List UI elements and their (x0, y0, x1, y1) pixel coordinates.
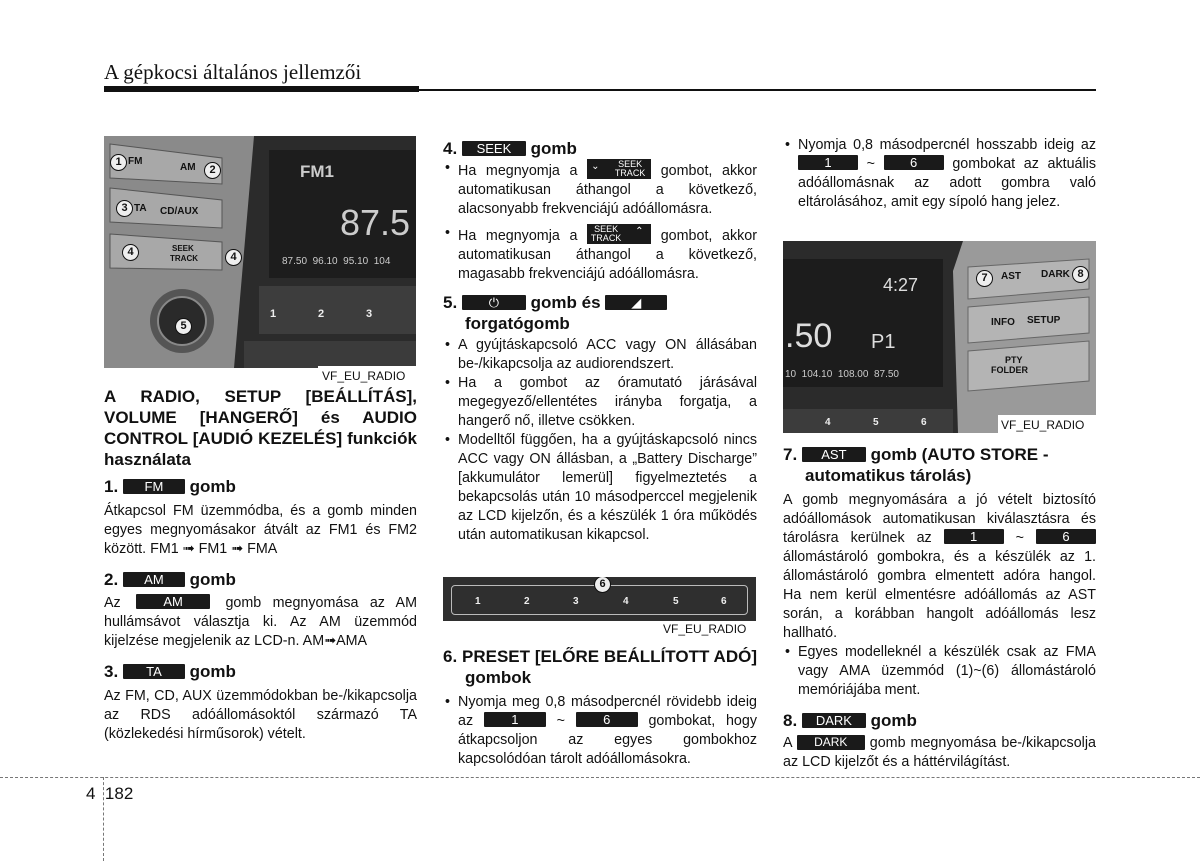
am-text: Az AM gomb megnyomása az AM hullámsávot választja ki. Az AM üzemmód kijelzése megjelenik az LCD-n. AM➟AMA (104, 594, 417, 649)
chevron-down-icon: ⌄ (591, 161, 600, 172)
preset-4-right: 4 (825, 417, 831, 428)
callout-3: 3 (116, 200, 133, 217)
track-label: TRACK (170, 254, 198, 263)
ta-badge: TA (123, 664, 185, 679)
seek-bullet-down: • Ha megnyomja a ⌄ SEEK TRACK gombot, akkor automatikusan áthangol a következő, alacsonyabb frekvenciájú adóállomásra. (443, 159, 757, 219)
ta-text: Az FM, CD, AUX üzemmódokban be-/kikapcsolja az RDS adóállomásoktól származó TA (közlekedési hírműsorok) vételt. (104, 688, 417, 742)
radio-panel-illustration (104, 136, 416, 368)
ast-bullets (783, 643, 1096, 700)
display-preset-list-right: 10 104.10 108.00 87.50 (785, 369, 899, 380)
ast-bullet: • Egyes modelleknél a készülék csak az FMA vagy AMA üzemmód (1)~(6) állomástároló memóriájába ment. (783, 643, 1096, 700)
header-bar (104, 86, 419, 92)
preset-heading: 6. PRESET [ELŐRE BEÁLLÍTOTT ADÓ] gombok (443, 647, 757, 687)
preset-bullets (443, 693, 757, 769)
dark-inline-badge: DARK (797, 735, 865, 750)
display-preset-indicator: P1 (871, 331, 896, 353)
preset-btn-3: 3 (573, 596, 579, 607)
ast-label: AST (1001, 271, 1021, 282)
callout-2: 2 (204, 162, 221, 179)
power-bullet-2: • Ha a gombot az óramutató járásával megegyező/ellentétes irányba forgatja, a hangerő nő, illetve csökken. (443, 374, 757, 431)
callout-7: 7 (976, 270, 993, 287)
preset-1-badge: 1 (484, 712, 546, 727)
am-badge: AM (123, 572, 185, 587)
page-number: 4 182 (86, 784, 134, 803)
power-bullet-1: • A gyújtáskapcsoló ACC vagy ON állásában be-/kikapcsolja az audiorendszert. (443, 336, 757, 374)
callout-4b: 4 (225, 249, 242, 266)
cdaux-label: CD/AUX (160, 206, 199, 217)
power-bullets (443, 336, 757, 545)
dark-text: A DARK gomb megnyomása be-/kikapcsolja az LCD kijelzőt és a háttérvilágítást. (783, 735, 1096, 770)
am-label: AM (180, 162, 196, 173)
radio-panel-photo-right (783, 241, 1096, 433)
callout-4a: 4 (122, 244, 139, 261)
seek-label: SEEK (172, 244, 194, 253)
am-inline-badge: AM (136, 594, 210, 609)
dark-heading: 8. DARK gomb (783, 711, 917, 730)
figure-caption-left: VF_EU_RADIO (322, 369, 406, 383)
figure-caption-right: VF_EU_RADIO (1001, 418, 1085, 432)
callout-6: 6 (594, 577, 611, 593)
power-heading: 5. ⏻ gomb és ◢ forgatógomb (443, 292, 757, 334)
store-preset-1-badge: 1 (798, 155, 858, 170)
seek-bullet-up: • Ha megnyomja a SEEK TRACK ⌃ gombot, akkor automatikusan áthangol a következő, magasabb frekvenciájú adóállomásra. (443, 224, 757, 284)
fm-text: Átkapcsol FM üzemmódba, és a gomb minden egyes megnyomásakor átvált az FM1 és FM2 között. FM1 ➟ FM1 ➟ FMA (104, 503, 417, 557)
section-title: A RADIO, SETUP [BEÁLLÍTÁS], VOLUME [HANGERŐ] és AUDIO CONTROL [AUDIÓ KEZELÉS] funkciók használata (104, 387, 417, 469)
chevron-up-icon: ⌃ (635, 226, 644, 237)
column-2 (443, 138, 757, 545)
seek-track-up-button: SEEK TRACK ⌃ (587, 224, 651, 244)
figure-caption-middle: VF_EU_RADIO (663, 622, 747, 636)
display-frequency: 87.5 (340, 202, 411, 243)
preset-btn-5: 5 (673, 596, 679, 607)
ta-label: TA (134, 203, 147, 214)
store-preset-6-badge: 6 (884, 155, 944, 170)
callout-1: 1 (110, 154, 127, 171)
column-3-bottom (783, 444, 1096, 772)
column-1 (104, 386, 417, 744)
fm-badge: FM (123, 479, 185, 494)
preset-5-right: 5 (873, 417, 879, 428)
preset-bullet: • Nyomja meg 0,8 másodpercnél rövidebb ideig az 1 ~ 6 gombokat, hogy átkapcsoljon az egyes gombokhoz kapcsolódóan tárolt adóállomásokra. (443, 693, 757, 769)
preset-section (443, 646, 757, 769)
preset-6-badge: 6 (576, 712, 638, 727)
store-bullet: • Nyomja 0,8 másodpercnél hosszabb ideig az 1 ~ 6 gombokat az aktuális adóállomásnak az adott gombra való eltárolásához, amit egy sípoló hang jelez. (783, 136, 1096, 212)
dark-badge: DARK (802, 713, 866, 728)
preset-btn-2: 2 (524, 596, 530, 607)
preset-2: 2 (318, 308, 325, 320)
store-bullets (783, 136, 1096, 212)
column-3-top (783, 136, 1096, 212)
folder-label: FOLDER (991, 365, 1028, 375)
preset-btn-4: 4 (623, 596, 629, 607)
preset-6-right: 6 (921, 417, 927, 428)
radio-panel-photo-left (104, 136, 416, 368)
power-bullet-3: • Modelltől függően, ha a gyújtáskapcsoló nincs ACC vagy ON állásban, a „Battery Discharge” [akkumulátor lemerül] figyelmeztetés a bekapcsolás után 10 másodperccel megjelenik az LCD kijelzőn, és a készülék 1 óra működés után automatikusan kikapcsol. (443, 431, 757, 545)
preset-1: 1 (270, 308, 277, 320)
ta-heading: 3. TA gomb (104, 662, 236, 681)
power-icon: ⏻ (462, 295, 526, 310)
ast-preset-6-badge: 6 (1036, 529, 1096, 544)
seek-track-down-button: ⌄ SEEK TRACK (587, 159, 651, 179)
ast-heading: 7. AST gomb (AUTO STORE - automatikus tárolás) (783, 445, 1049, 485)
seek-heading: 4. SEEK gomb (443, 139, 577, 158)
display-frequency-right: .50 (785, 317, 833, 355)
ast-preset-1-badge: 1 (944, 529, 1004, 544)
preset-btn-1: 1 (475, 596, 481, 607)
ast-badge: AST (802, 447, 866, 462)
display-mode: FM1 (300, 162, 334, 181)
pty-label: PTY (1005, 355, 1023, 365)
display-preset-list: 87.50 96.10 95.10 104 (282, 256, 391, 267)
display-time: 4:27 (883, 275, 919, 295)
page-header-title: A gépkocsi általános jellemzői (104, 60, 362, 84)
am-heading: 2. AM gomb (104, 570, 236, 589)
preset-3: 3 (366, 308, 373, 320)
preset-buttons-photo (443, 577, 756, 621)
setup-label: SETUP (1027, 315, 1061, 326)
dark-label: DARK (1041, 269, 1070, 280)
fm-label: FM (128, 156, 143, 167)
seek-badge: SEEK (462, 141, 526, 156)
header-rule (419, 89, 1096, 91)
callout-8: 8 (1072, 266, 1089, 283)
fm-heading: 1. FM gomb (104, 477, 236, 496)
info-label: INFO (991, 317, 1015, 328)
footer-rule (0, 777, 1200, 778)
callout-5: 5 (175, 318, 192, 335)
preset-btn-6: 6 (721, 596, 727, 607)
seek-bullets (443, 159, 757, 284)
ast-text: A gomb megnyomására a jó vételt biztosító adóállomások automatikusan kiválasztásra és tárolásra kerülnek az 1 ~ 6 állomástároló gombokra, és a készülék az 1. állomástároló gombra elmentett adóra hangol. Ha nem kerül elmentésre adóállomás az AST során, a korábban hangolt adóállomás lesz hallható. (783, 492, 1096, 641)
volume-ramp-icon: ◢ (605, 295, 667, 310)
